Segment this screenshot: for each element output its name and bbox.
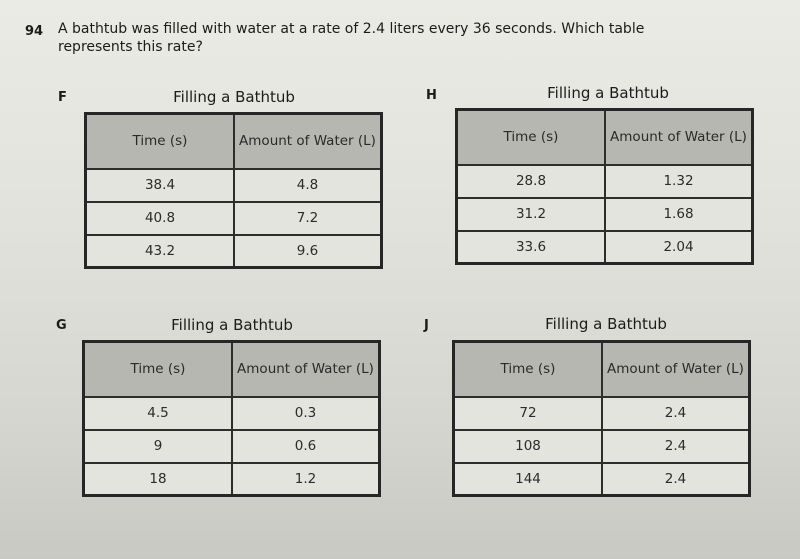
water-cell: 2.4 [602,463,750,496]
water-cell: 2.4 [602,397,750,430]
table-row [454,463,750,496]
time-cell: 72 [454,397,603,430]
time-cell: 38.4 [86,169,235,202]
time-header: Time (s) [454,342,603,397]
time-cell: 18 [84,463,233,496]
table-row [84,463,380,496]
time-cell: 9 [84,430,233,463]
choice-g-title: Filling a Bathtub [171,316,293,334]
choice-f-title: Filling a Bathtub [173,88,295,106]
table-row [86,202,382,235]
choice-j-table [452,340,751,497]
time-cell: 43.2 [86,235,235,268]
table-row [86,235,382,268]
table-row [86,169,382,202]
time-cell: 31.2 [457,198,606,231]
water-cell: 0.3 [232,397,380,430]
water-cell: 2.04 [605,231,753,264]
table-row [457,198,753,231]
time-header: Time (s) [86,114,235,169]
table-header-row [84,342,380,397]
time-cell: 144 [454,463,603,496]
table-row [454,430,750,463]
question-text: A bathtub was filled with water at a rate of 2.4 liters every 36 seconds. Which table represents this rate? [58,21,645,55]
table-header-row [454,342,750,397]
table-row [84,397,380,430]
table-header-row [86,114,382,169]
table-row [457,231,753,264]
time-header: Time (s) [457,110,606,165]
table-row [84,430,380,463]
table-row [457,165,753,198]
water-header: Amount of Water (L) [232,342,380,397]
choice-h-title: Filling a Bathtub [547,84,669,102]
water-header: Amount of Water (L) [234,114,382,169]
water-cell: 1.2 [232,463,380,496]
question-number: 94 [25,24,44,39]
water-cell: 1.32 [605,165,753,198]
time-cell: 33.6 [457,231,606,264]
table-row [454,397,750,430]
table-header-row [457,110,753,165]
choice-f-letter[interactable]: F [58,90,67,105]
time-header: Time (s) [84,342,233,397]
water-header: Amount of Water (L) [602,342,750,397]
choice-j-title: Filling a Bathtub [545,315,667,333]
choice-g-letter[interactable]: G [56,318,67,333]
time-cell: 108 [454,430,603,463]
time-cell: 40.8 [86,202,235,235]
choice-h-letter[interactable]: H [426,88,437,103]
choice-g-table [82,340,381,497]
time-cell: 4.5 [84,397,233,430]
water-cell: 9.6 [234,235,382,268]
choice-f-table [84,112,383,269]
water-cell: 0.6 [232,430,380,463]
water-header: Amount of Water (L) [605,110,753,165]
choice-h-table [455,108,754,265]
choice-j-letter[interactable]: J [424,318,429,333]
water-cell: 4.8 [234,169,382,202]
time-cell: 28.8 [457,165,606,198]
water-cell: 1.68 [605,198,753,231]
water-cell: 2.4 [602,430,750,463]
water-cell: 7.2 [234,202,382,235]
